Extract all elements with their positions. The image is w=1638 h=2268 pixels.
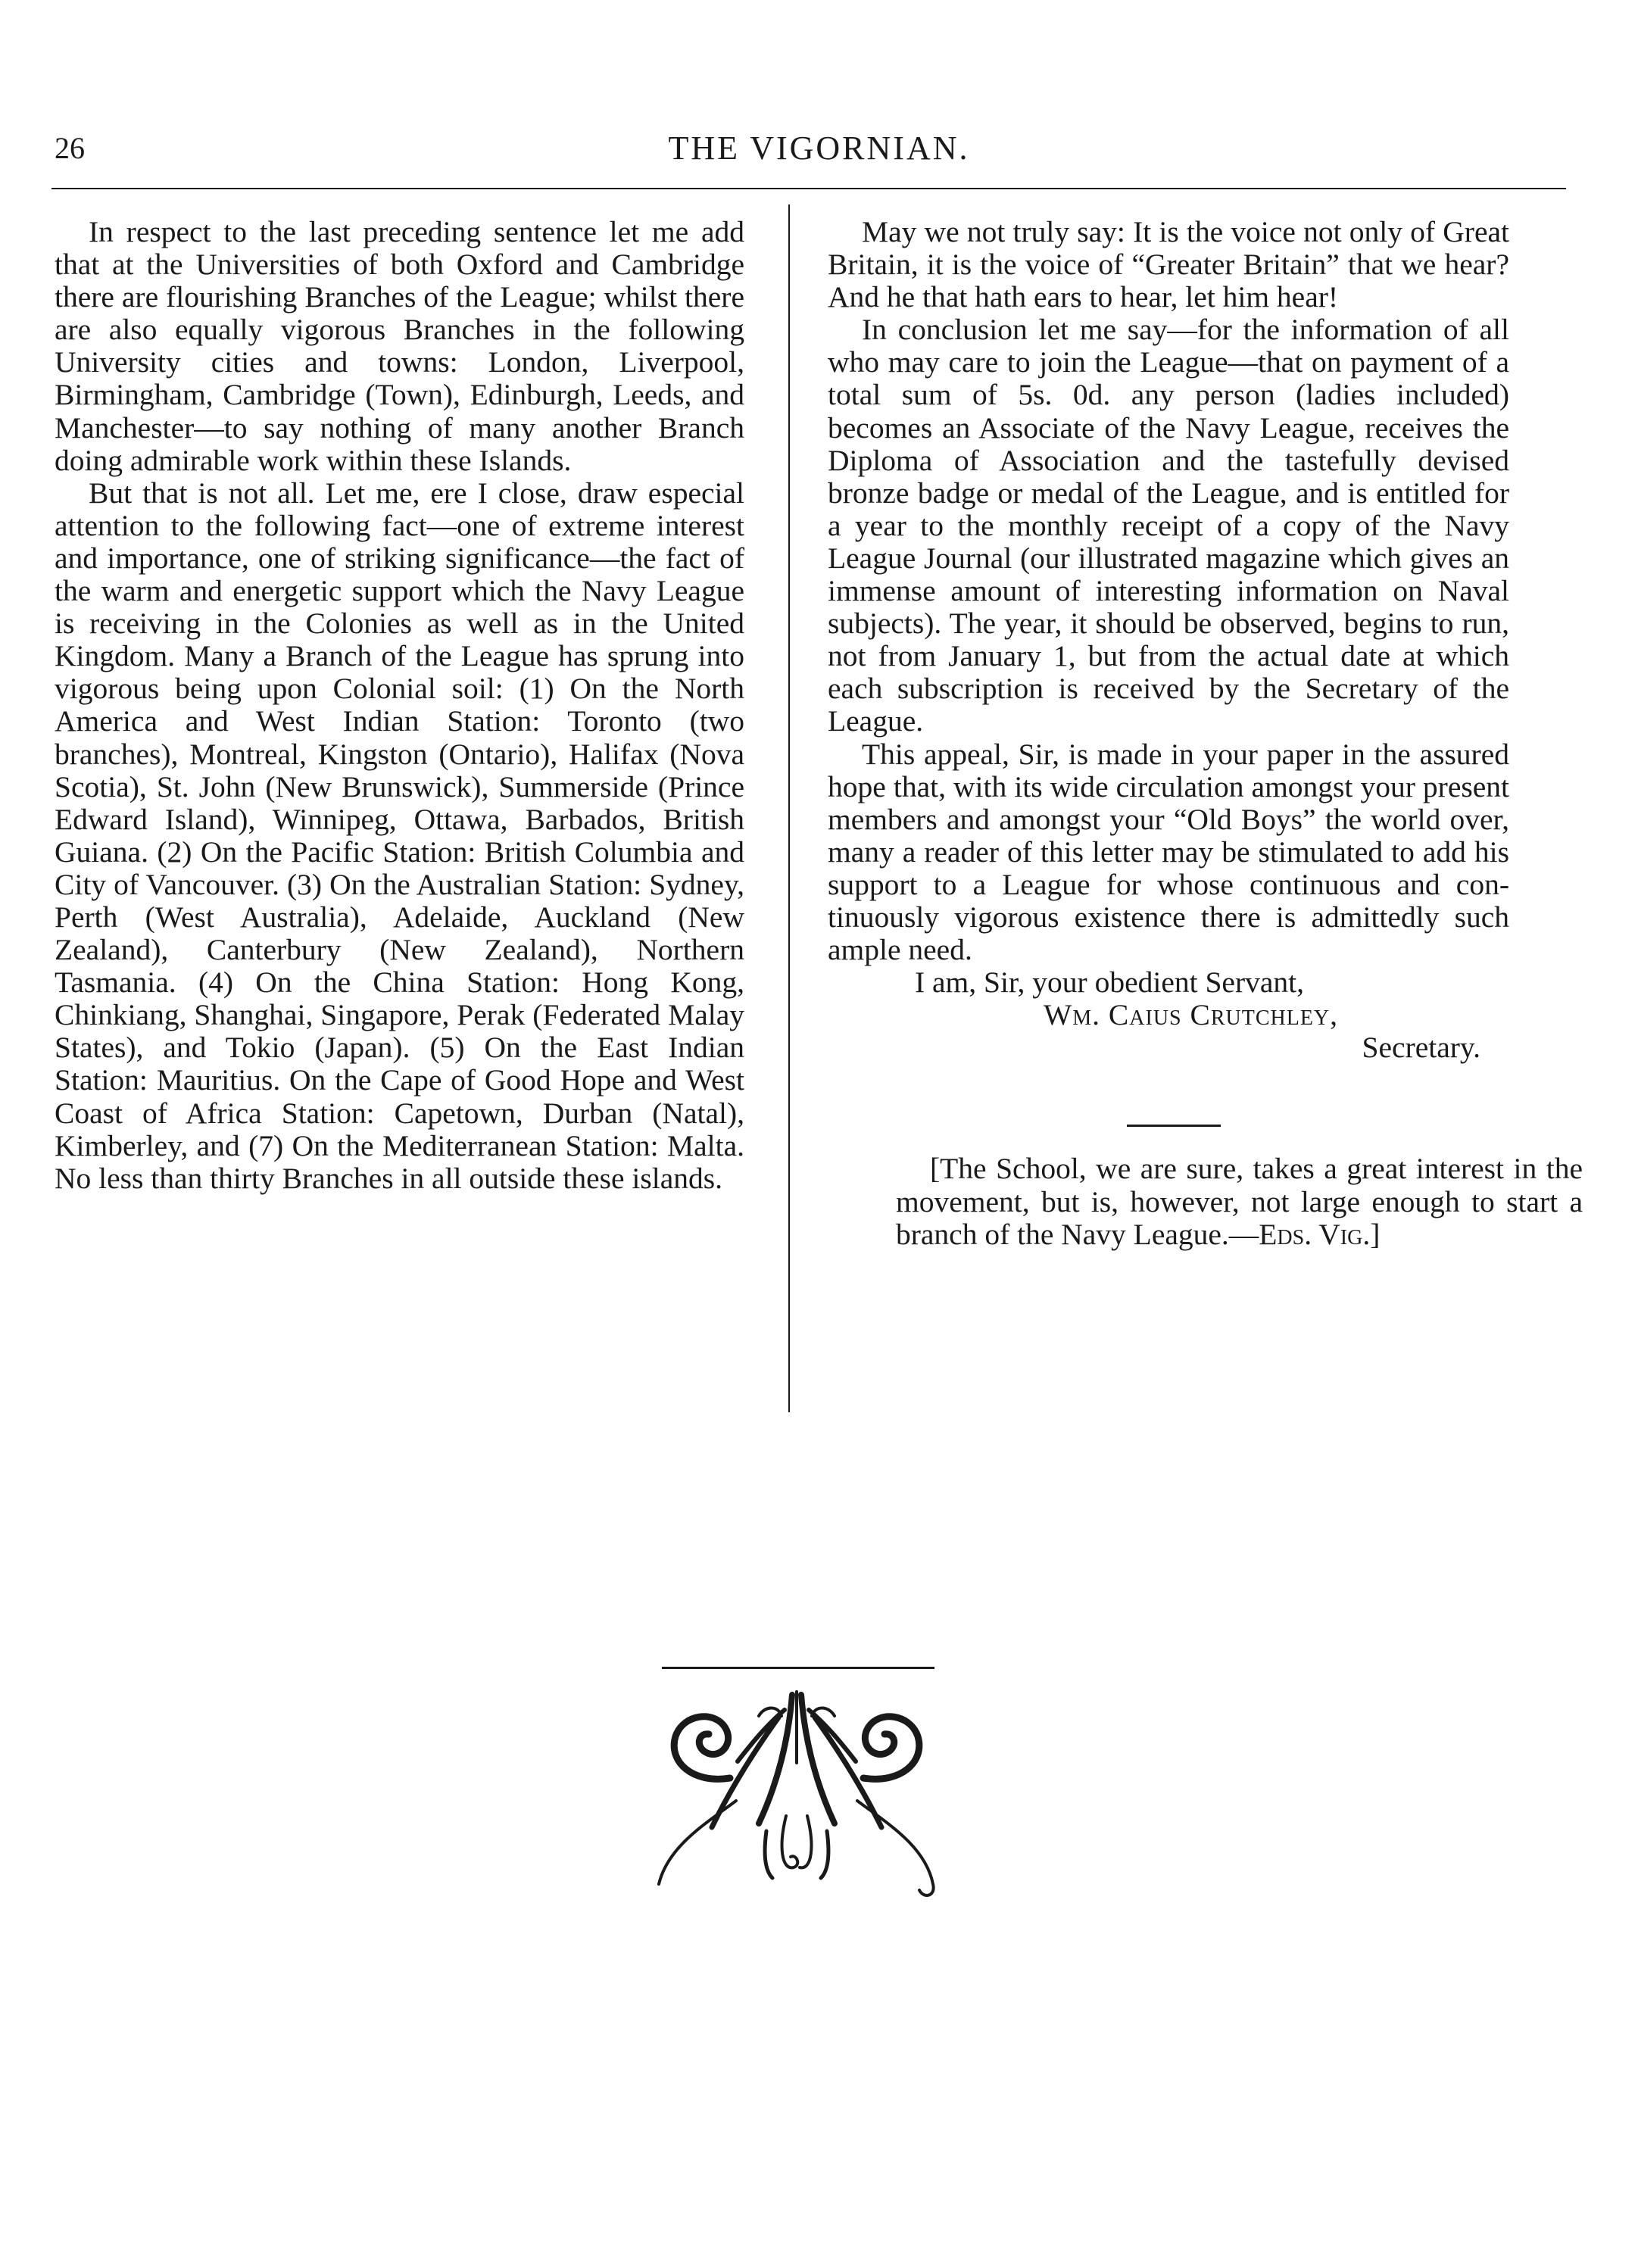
left-column [55,216,744,1195]
header-divider [51,188,1566,189]
page-number: 26 [55,131,85,165]
section-divider [1127,1125,1221,1127]
scroll-ornament-icon [645,1672,948,1899]
paragraph: But that is not all. Let me, ere I close, draw especial attention to the following fact—one of extreme interest and importance, one of striking significance—the fact of the warm and energetic support which the Navy League is receiving in the Colonies as well as in the United Kingdom. Many a Branch of the League has sprung into vigorous being upon Colonial soil: (1) On the North America and West Indian Station: Toronto (two branches), Montreal, Kingston (Ontario), Halifax (Nova Scotia), St. John (New Brunswick), Summerside (Prince Edward Island), Winnipeg, Ottawa, Barbados, British Guiana. (2) On the Pacific Station: British Columbia and City of Vancouver. (3) On the Australian Station: Sydney, Perth (West Australia), Adelaide, Auckland (New Zealand), Canterbury (New Zealand), Northern Tasmania. (4) On the China Station: Hong Kong, Chinkiang, Shanghai, Singapore, Perak (Federated Malay States), and Tokio (Japan). (5) On the East Indian Station: Mauritius. On the Cape of Good Hope and West Coast of Africa Station: Capetown, Durban (Natal), Kimberley, and (7) On the Mediterranean Station: Malta. No less than thirty Branches in all outside these islands. [55,476,744,1195]
paragraph: In conclusion let me say—for the information of all who may care to join the League—that on payment of a total sum of 5s. 0d. any person (ladies included) becomes an Associate of the Navy League, receives the Diploma of Association and the tastefully devised bronze badge or medal of the League, and is entitled for a year to the monthly receipt of a copy of the Navy League Journal (our illustrated magazine which gives an immense amount of interesting information on Naval subjects). The year, it should be observed, begins to run, not from January 1, but from the actual date at which each subscription is received by the Secretary of the League. [828,313,1509,738]
signer-role: Secretary. [1362,1031,1480,1065]
ornament-rule [662,1667,934,1669]
paragraph: May we not truly say: It is the voice not only of Great Britain, it is the voice of “Greater Britain” that we hear? And he that hath ears to hear, let him hear! [828,215,1509,314]
editor-note [828,1153,1583,1250]
paragraph: In respect to the last preceding sentence let me add that at the Universities of both Oxford and Cambridge there are flourishing Branches of the League; whilst there are also equally vigorous Branches in the following University cities and towns: London, Liverpool, Birmingham, Cambridge (Town), Edinburgh, Leeds, and Manchester—to say nothing of many another Branch doing admirable work within these Islands. [55,215,744,477]
right-column [828,215,1583,1251]
letter-signature: Wm. Caius Crutchley, [1044,998,1339,1032]
editor-note-text: [The School, we are sure, takes a great interest in the movement, but is, however, not large enough to start a branch of the Navy League.— [896,1152,1583,1251]
letter-closing: I am, Sir, your obedient Servant, [915,966,1305,1000]
column-divider [788,204,790,1412]
editor-note-signature: Eds. Vig.] [1259,1217,1381,1251]
paragraph: This appeal, Sir, is made in your paper in the assured hope that, with its wide circulation amongst your present members and amongst your “Old Boys” the world over, many a reader of this letter may be stimulated to add his support to a League for whose continuous and continuously vigorous existence there is admittedly such ample need. [828,737,1509,967]
page-title: THE VIGORNIAN. [668,129,970,167]
